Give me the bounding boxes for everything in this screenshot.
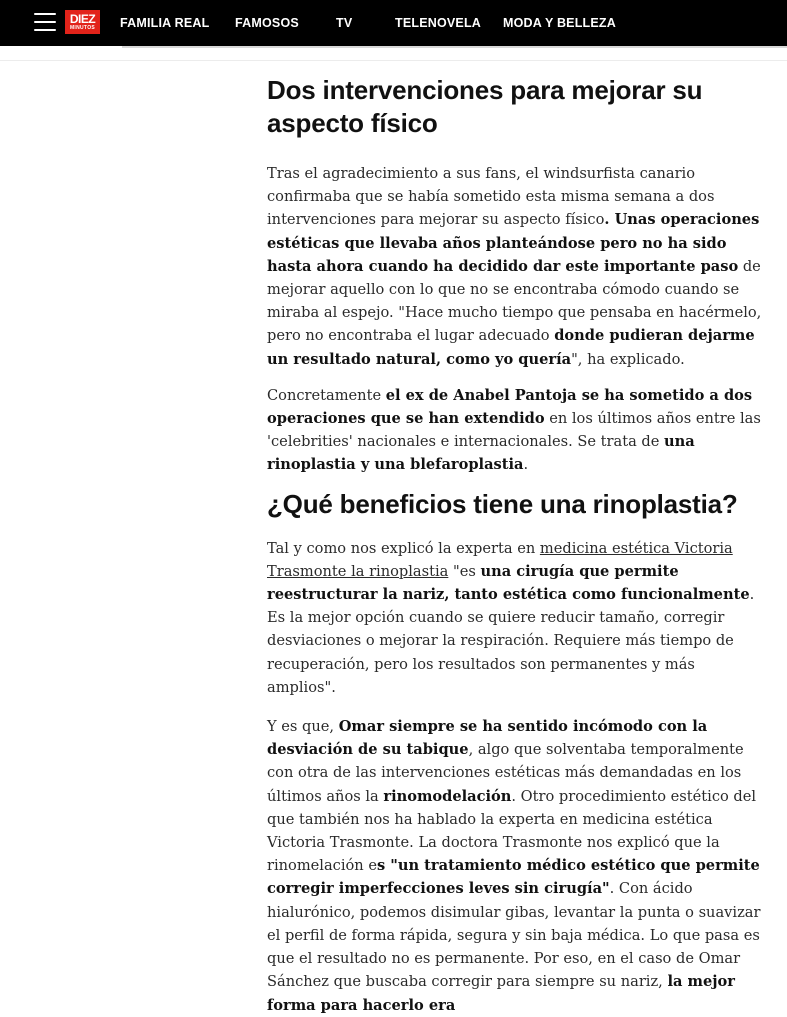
paragraph-concretamente [267, 384, 762, 477]
paragraph-text: de mejorar aquello con lo que no se encontraba cómodo cuando se miraba al espejo. "Hace mucho tiempo que pensaba en hacérmelo, pero no encontraba el lugar adecuado [267, 257, 762, 345]
nav-item-tv[interactable]: TV [336, 16, 353, 30]
paragraph-desviacion [267, 715, 762, 1017]
paragraph-text: Y es que, [267, 718, 339, 736]
paragraph-bold-text: el ex de Anabel Pantoja se ha sometido a dos operaciones que se han extendido [267, 386, 753, 428]
paragraph-text: Tal y como nos explicó la experta en [267, 539, 540, 557]
paragraph-bold-text: rinomodelación [383, 787, 512, 805]
paragraph-text: . [523, 456, 529, 474]
article-body [267, 74, 762, 1017]
nav-item-familia-real[interactable]: FAMILIA REAL [120, 16, 210, 30]
section-heading-intervenciones: Dos intervenciones para mejorar su aspecto físico [267, 75, 703, 138]
paragraph-bold-text: donde pudieran dejarme un resultado natural, como yo quería [267, 327, 755, 368]
paragraph-bold-text: . Unas operaciones estéticas que llevaba años planteándose pero no ha sido hasta ahora cuando ha decidido dar este importante paso [267, 211, 760, 275]
top-navigation-bar [0, 0, 787, 46]
logo-text-bottom: MINUTOS [69, 25, 96, 31]
main-nav [0, 0, 787, 46]
paragraph-text: . Otro procedimiento estético del que también nos ha hablado la experta en medicina estética Victoria Trasmonte. La doctora Trasmonte nos explicó que la rinomelación e [267, 787, 757, 875]
paragraph-text: Concretamente [267, 386, 386, 404]
paragraph-text: Tras el agradecimiento a sus fans, el windsurfista canario confirmaba que se había sometido esta misma semana a dos intervenciones para mejorar su aspecto físico [267, 165, 715, 229]
paragraph-bold-text: una rinoplastia y una blefaroplastia [267, 433, 695, 474]
paragraph-text: en los últimos años entre las 'celebrities' nacionales e internacionales. Se trata de [267, 410, 761, 451]
header-shadow-line [0, 60, 787, 61]
header-divider [122, 46, 787, 48]
paragraph-experta [267, 537, 762, 699]
paragraph-bold-text: Omar siempre se ha sentido incómodo con la desviación de su tabique [267, 718, 708, 759]
paragraph-text: , algo que solventaba temporalmente con otra de las intervenciones estéticas más demandadas en los últimos años la [267, 741, 744, 805]
paragraph-bold-text: una cirugía que permite reestructurar la nariz, tanto estética como funcionalmente [267, 562, 750, 604]
paragraph-text: ", ha explicado. [571, 350, 685, 368]
nav-item-telenovela[interactable]: TELENOVELA [395, 16, 482, 30]
paragraph-text: "es [448, 562, 481, 580]
nav-item-moda-y-belleza[interactable]: MODA Y BELLEZA [503, 16, 616, 30]
paragraph-text: . Con ácido hialurónico, podemos disimular gibas, levantar la punta o suavizar el perfil de forma rápida, segura y sin baja médica. Lo que pasa es que el resultado no es permanente. Por eso, en el caso de Omar Sánchez que buscaba corregir para siempre su nariz, [267, 880, 761, 991]
logo-text-top: DIEZ [69, 12, 96, 26]
nav-item-famosos[interactable]: FAMOSOS [235, 16, 299, 30]
paragraph-bold-text: la mejor forma para hacerlo era [267, 973, 735, 1014]
link-medicina-estetica[interactable]: medicina estética Victoria Trasmonte la rinoplastia [267, 539, 733, 580]
paragraph-agradecimiento [267, 162, 762, 371]
paragraph-bold-text: s "un tratamiento médico estético que permite corregir imperfecciones leves sin cirugía" [267, 857, 760, 898]
paragraph-text: . Es la mejor opción cuando se quiere reducir tamaño, corregir desviaciones o mejorar la respiración. Requiere más tiempo de recuperación, pero los resultados son permanentes y más amplios". [267, 586, 755, 696]
section-heading-rinoplastia: ¿Qué beneficios tiene una rinoplastia? [267, 488, 738, 519]
